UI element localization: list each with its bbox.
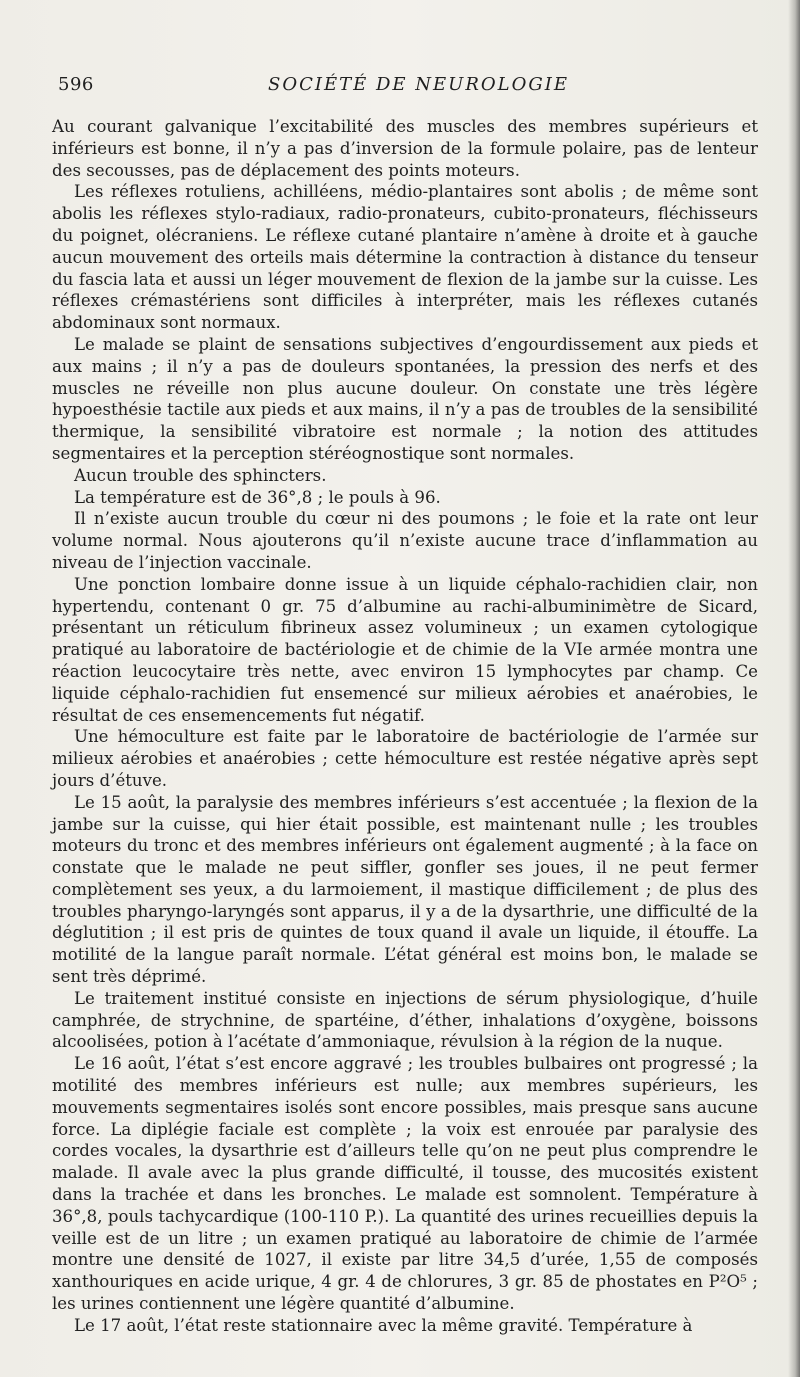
running-title: SOCIÉTÉ DE NEUROLOGIE	[268, 74, 569, 95]
paragraph-sensations: Le malade se plaint de sensations subjectives d’engourdissement aux pieds et aux mains ; il n’y a pas de douleurs spontanées, la pression des nerfs et des muscles ne réveille non plus aucune douleur. On constate une très légère hypoesthésie tactile aux pieds et aux mains, il n’y a pas de troubles de la sensibilité thermique, la sensibilité vibratoire est normale ; la notion des attitudes segmentaires et la perception stéréognostique sont normales.	[52, 334, 758, 463]
paragraph-august-16: Le 16 août, l’état s’est encore aggravé ; les troubles bulbaires ont progressé ; la motilité des membres inférieurs est nulle; aux membres supérieurs, les mouvements segmentaires isolés sont encore possibles, mais presque sans aucune force. La diplégie faciale est complète ; la voix est enrouée par paralysie des cordes vocales, la dysarthrie est d’ailleurs telle qu’on ne peut plus comprendre le malade. Il avale avec la plus grande difficulté, il tousse, des mucosités existent dans la trachée et dans les bronches. Le malade est somnolent. Température à 36°,8, pouls tachycardique (100-110 P.). La quantité des urines recueillies depuis la veille est de un litre ; un examen pratiqué au laboratoire de chimie de l’armée montre une densité de 1027, il existe par litre 34,5 d’urée, 1,55 de composés xanthouriques en acide urique, 4 gr. 4 de chlorures, 3 gr. 85 de phostates en P²O⁵ ; les urines contiennent une légère quantité d’albumine.	[52, 1054, 758, 1314]
paragraph-reflexes: Les réflexes rotuliens, achilléens, médio-plantaires sont abolis ; de même sont abolis les réflexes stylo-radiaux, radio-pronateurs, cubito-pronateurs, fléchisseurs du poignet, olécraniens. Le réflexe cutané plantaire n’amène à droite et à gauche aucun mouvement des orteils mais détermine la contraction à distance du tenseur du fascia lata et aussi un léger mouvement de flexion de la jambe sur la cuisse. Les réflexes crémastériens sont difficiles à interpréter, mais les réflexes cutanés abdominaux sont normaux.	[52, 182, 758, 333]
page-edge-shadow	[788, 0, 800, 1377]
paragraph-august-15: Le 15 août, la paralysie des membres inférieurs s’est accentuée ; la flexion de la jambe sur la cuisse, qui hier était possible, est maintenant nulle ; les troubles moteurs du tronc et des membres inférieurs ont également augmenté ; à la face on constate que le malade ne peut siffler, gonfler ses joues, il ne peut fermer complètement ses yeux, a du larmoiement, il mastique difficilement ; de plus des troubles pharyngo-laryngés sont apparus, il y a de la dysarthrie, une difficulté de la déglutition ; il est pris de quintes de toux quand il avale un liquide, il étouffe. La motilité de la langue paraît normale. L’état général est moins bon, le malade se sent très déprimé.	[52, 792, 758, 987]
paragraph-sphincters: Aucun trouble des sphincters.	[74, 465, 327, 485]
paragraph-august-17: Le 17 août, l’état reste stationnaire avec la même gravité. Température à	[74, 1315, 693, 1335]
paragraph-galvanic: Au courant galvanique l’excitabilité des muscles des membres supérieurs et inférieurs est bonne, il n’y a pas d’inversion de la formule polaire, pas de lenteur des secousses, pas de déplacement des points moteurs.	[52, 117, 758, 180]
paragraph-lumbar-puncture: Une ponction lombaire donne issue à un liquide céphalo-rachidien clair, non hypertendu, contenant 0 gr. 75 d’albumine au rachi-albuminimètre de Sicard, présentant un réticulum fibrineux assez volumineux ; un examen cytologique pratiqué au laboratoire de bactériologie et de chimie de la VIe armée montra une réaction leucocytaire très nette, avec environ 15 lymphocytes par champ. Ce liquide céphalo-rachidien fut ensemencé sur milieux aérobies et anaérobies, le résultat de ces ensemencements fut négatif.	[52, 574, 758, 725]
paragraph-treatment: Le traitement institué consiste en injections de sérum physiologique, d’huile camphrée, de strychnine, de spartéine, d’éther, inhalations d’oxygène, boissons alcoolisées, potion à l’acétate d’ammoniaque, révulsion à la région de la nuque.	[52, 988, 758, 1052]
body-text	[52, 116, 758, 1337]
running-header	[58, 74, 738, 100]
paragraph-organs: Il n’existe aucun trouble du cœur ni des poumons ; le foie et la rate ont leur volume normal. Nous ajouterons qu’il n’existe aucune trace d’inflammation au niveau de l’injection vaccinale.	[52, 509, 758, 572]
page-number: 596	[58, 74, 94, 95]
paragraph-temperature: La température est de 36°,8 ; le pouls à 96.	[74, 487, 441, 507]
paragraph-blood-culture: Une hémoculture est faite par le laboratoire de bactériologie de l’armée sur milieux aérobies et anaérobies ; cette hémoculture est restée négative après sept jours d’étuve.	[52, 727, 758, 790]
